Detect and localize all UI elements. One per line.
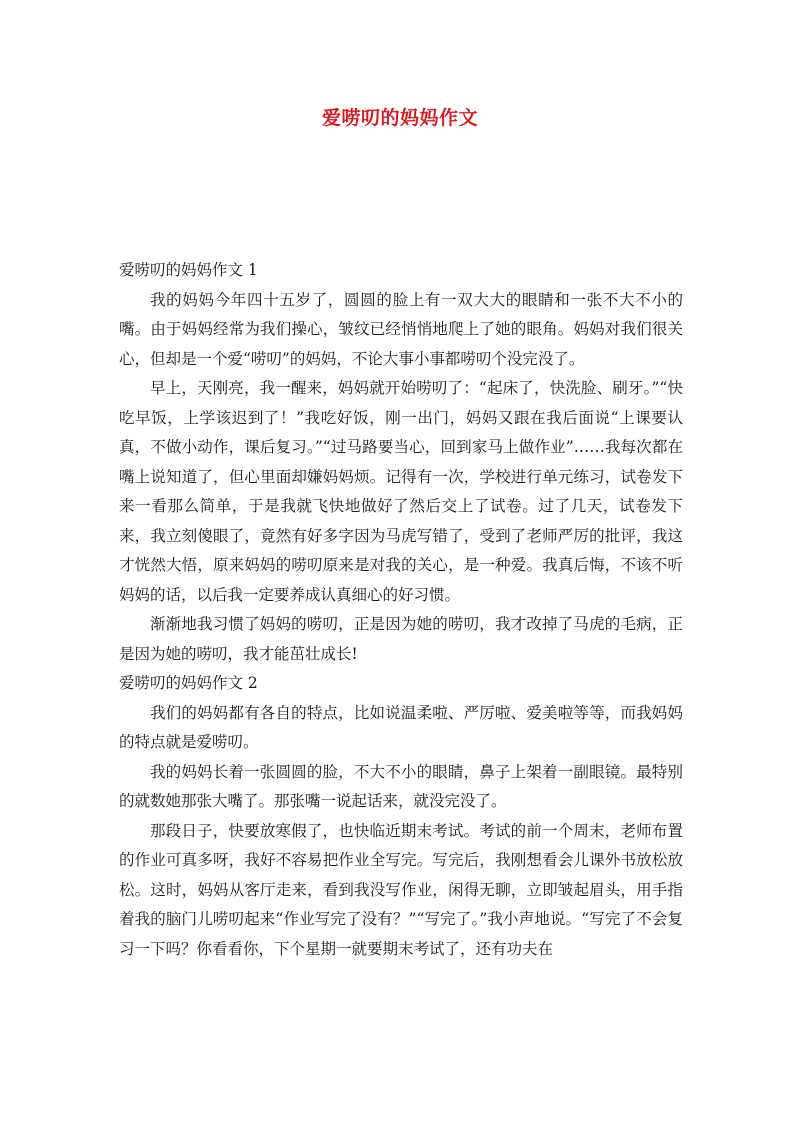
paragraph: 我们的妈妈都有各自的特点，比如说温柔啦、严厉啦、爱美啦等等，而我妈妈的特点就是爱唠叨。 bbox=[119, 703, 683, 751]
paragraph: 我的妈妈今年四十五岁了，圆圆的脸上有一双大大的眼睛和一张不大不小的嘴。由于妈妈经常为我们操心，皱纹已经悄悄地爬上了她的眼角。妈妈对我们很关心，但却是一个爱“唠叨”的妈妈，不论大事小事都唠叨个没完没了。 bbox=[119, 290, 683, 368]
paragraph: 我的妈妈长着一张圆圆的脸，不大不小的眼睛，鼻子上架着一副眼镜。最特别的就数她那张大嘴了。那张嘴一说起话来，就没完没了。 bbox=[119, 762, 683, 810]
paragraph: 早上，天刚亮，我一醒来，妈妈就开始唠叨了：“起床了，快洗脸、刷牙。”“快吃早饭，上学该迟到了！”我吃好饭，刚一出门，妈妈又跟在我后面说“上课要认真，不做小动作，课后复习。”“过马路要当心，回到家马上做作业”……我每次都在嘴上说知道了，但心里面却嫌妈妈烦。记得有一次，学校进行单元练习，试卷发下来一看那么简单，于是我就飞快地做好了然后交上了试卷。过了几天，试卷发下来，我立刻傻眼了，竟然有好多字因为马虎写错了，受到了老师严厉的批评，我这才恍然大悟，原来妈妈的唠叨原来是对我的关心，是一种爱。我真后悔，不该不听妈妈的话，以后我一定要养成认真细心的好习惯。 bbox=[119, 379, 683, 604]
paragraph: 那段日子，快要放寒假了，也快临近期末考试。考试的前一个周末，老师布置的作业可真多呀，我好不容易把作业全写完。写完后，我刚想看会儿课外书放松放松。这时，妈妈从客厅走来，看到我没写作业，闲得无聊，立即皱起眉头，用手指着我的脑门儿唠叨起来“作业写完了没有？”“写完了。”我小声地说。“写完了不会复习一下吗？你看看你，下个星期一就要期末考试了，还有功夫在 bbox=[119, 821, 683, 958]
paragraph: 渐渐地我习惯了妈妈的唠叨，正是因为她的唠叨，我才改掉了马虎的毛病，正是因为她的唠叨，我才能茁壮成长! bbox=[119, 615, 683, 663]
essay-body bbox=[119, 256, 683, 964]
document-title: 爱唠叨的妈妈作文 bbox=[321, 107, 478, 129]
section-heading: 爱唠叨的妈妈作文 2 bbox=[119, 674, 258, 692]
section-heading: 爱唠叨的妈妈作文 1 bbox=[119, 261, 258, 279]
